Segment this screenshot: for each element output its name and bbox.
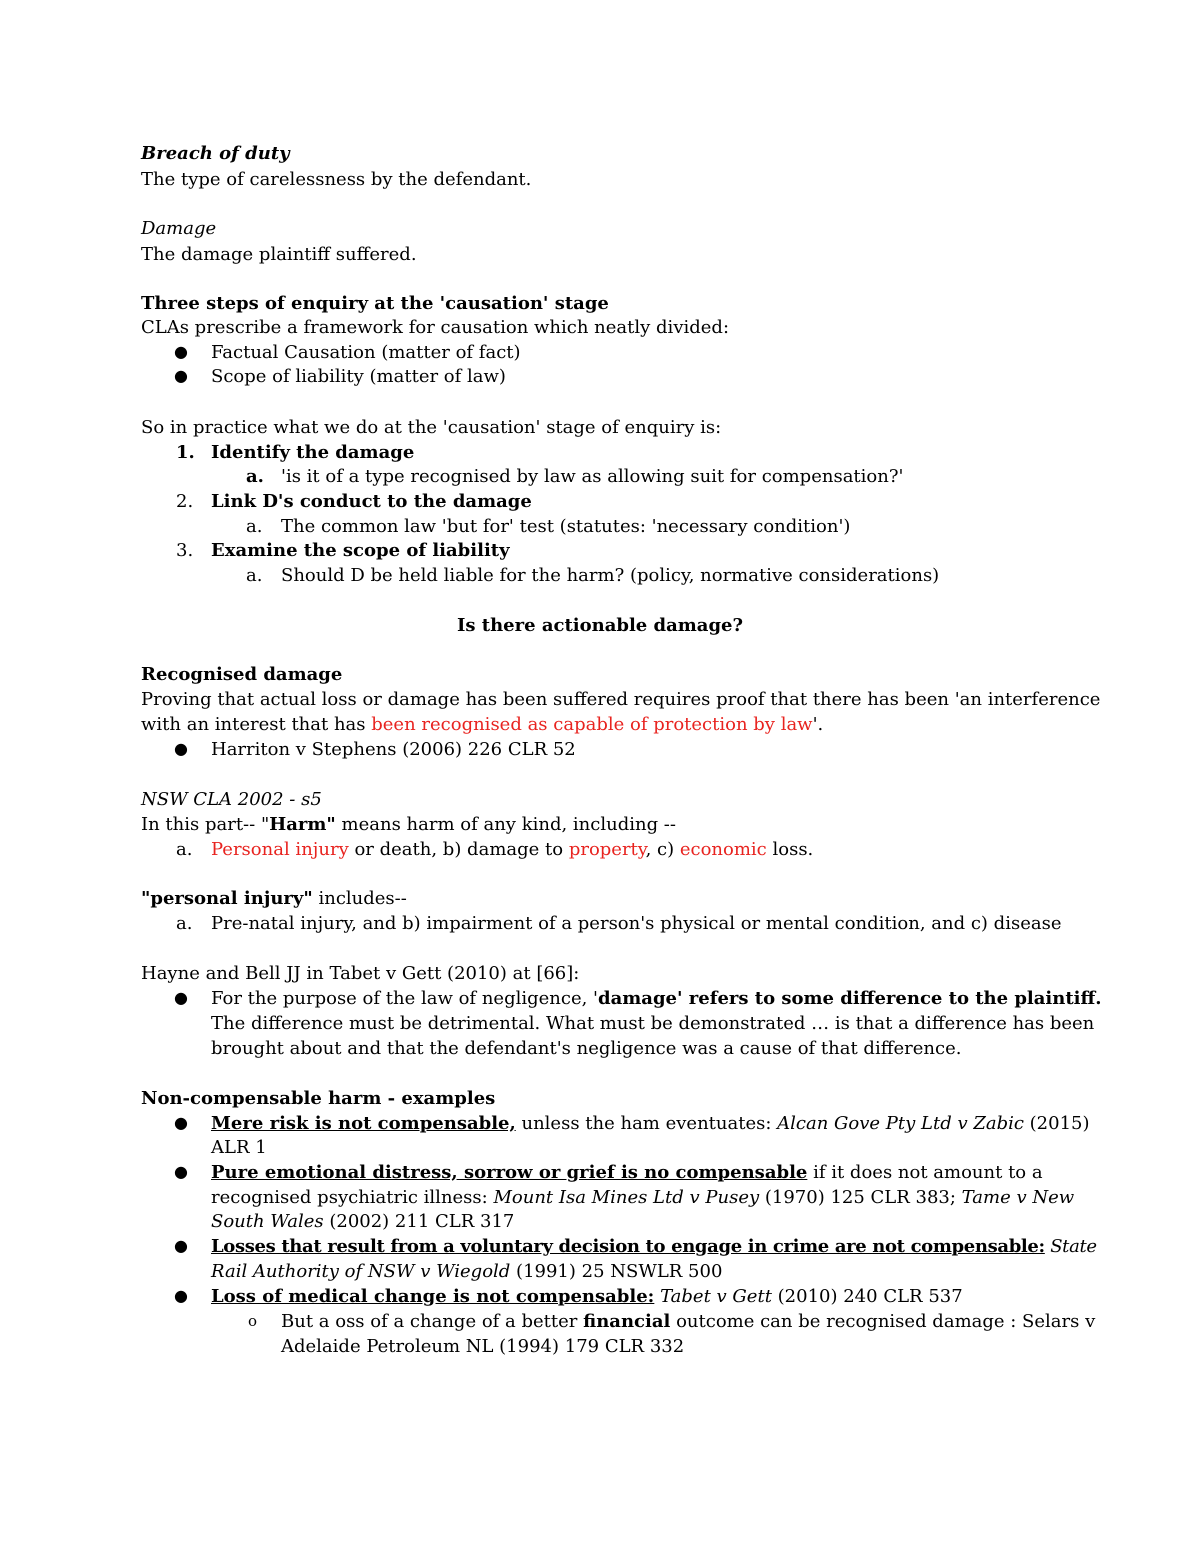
highlighted-text: property: [568, 839, 646, 860]
bullet-disc-icon: ●: [174, 342, 188, 361]
breach-description: The type of carelessness by the defendant.: [141, 169, 532, 190]
example-line: [211, 1235, 1097, 1259]
quote-line: brought about and that the defendant's negligence was a cause of that difference.: [211, 1038, 962, 1059]
case-name: South Wales: [211, 1211, 324, 1232]
step-number: 2.: [176, 491, 194, 512]
text-run: outcome can be recognised damage : Selars v: [670, 1311, 1096, 1332]
highlighted-text: Personal injury: [211, 839, 349, 860]
emphasis-text: financial: [583, 1311, 671, 1332]
step-number: 1.: [176, 442, 195, 463]
step-sub-letter: a.: [246, 565, 263, 586]
damage-description: The damage plaintiff suffered.: [141, 244, 417, 265]
item-letter: a.: [176, 839, 193, 860]
text-run: or death, b) damage to: [348, 839, 569, 860]
case-name: Tame v New: [961, 1187, 1075, 1208]
hayne-bell-intro: Hayne and Bell JJ in Tabet v Gett (2010) at [66]:: [141, 963, 580, 984]
case-name: Rail Authority of NSW v Wiegold: [211, 1261, 511, 1282]
step-label: Examine the scope of liability: [211, 540, 510, 561]
defined-term: "personal injury": [141, 888, 313, 909]
text-run: For the purpose of the law of negligence, ': [211, 988, 598, 1009]
practice-intro: So in practice what we do at the 'causation' stage of enquiry is:: [141, 417, 722, 438]
step-sub-letter: a.: [246, 466, 264, 487]
example-line: [211, 1186, 1074, 1210]
heading-breach-of-duty: Breach of duty: [141, 143, 290, 164]
text-run: , c): [645, 839, 680, 860]
bullet-disc-icon: ●: [174, 1286, 188, 1305]
heading-nsw-cla: NSW CLA 2002 - s5: [141, 789, 322, 810]
heading-three-steps: Three steps of enquiry at the 'causation' stage: [141, 293, 609, 314]
example-line: [211, 1260, 722, 1284]
sub-example-line: Adelaide Petroleum NL (1994) 179 CLR 332: [281, 1336, 685, 1357]
case-name: State: [1044, 1236, 1097, 1257]
step-sub-text: 'is it of a type recognised by law as allowing suit for compensation?': [281, 466, 904, 487]
step-sub-text: Should D be held liable for the harm? (policy, normative considerations): [281, 565, 940, 586]
harm-kinds: [211, 838, 813, 862]
personal-injury-kinds: Pre-natal injury, and b) impairment of a person's physical or mental condition, and c) disease: [211, 913, 1062, 934]
text-run: (2015): [1023, 1113, 1090, 1134]
bullet-disc-icon: ●: [174, 739, 188, 758]
example-line: [211, 1285, 963, 1309]
quote-line: The difference must be detrimental. What must be demonstrated … is that a difference has been: [211, 1013, 1095, 1034]
causation-framework-intro: CLAs prescribe a framework for causation which neatly divided:: [141, 317, 730, 338]
heading-non-compensable-harm: Non-compensable harm - examples: [141, 1088, 496, 1109]
harm-definition: [141, 813, 676, 837]
step-number: 3.: [176, 540, 194, 561]
bullet-disc-icon: ●: [174, 1236, 188, 1255]
case-name: Mount Isa Mines Ltd v Pusey: [493, 1187, 760, 1208]
step-label: Identify the damage: [211, 442, 415, 463]
text-run: unless the ham eventuates:: [515, 1113, 778, 1134]
bullet-circle-icon: o: [248, 1312, 258, 1330]
example-line: [211, 1161, 1043, 1185]
step-sub-letter: a.: [246, 516, 263, 537]
heading-recognised-damage: Recognised damage: [141, 664, 343, 685]
example-line: [211, 1210, 514, 1234]
bullet-disc-icon: ●: [174, 1113, 188, 1132]
personal-injury-definition: [141, 887, 407, 911]
text-run: loss.: [766, 839, 814, 860]
case-citation: Harriton v Stephens (2006) 226 CLR 52: [211, 739, 576, 760]
highlighted-text: been recognised as capable of protection by law: [371, 714, 813, 735]
text-run: In this part-- ": [141, 814, 270, 835]
text-run: '.: [812, 714, 824, 735]
defined-term: Harm": [269, 814, 336, 835]
quote-line: [211, 987, 1102, 1011]
list-item: Scope of liability (matter of law): [211, 366, 506, 387]
heading-damage: Damage: [141, 218, 217, 239]
text-run: But a oss of a change of a better: [281, 1311, 584, 1332]
bullet-disc-icon: ●: [174, 988, 188, 1007]
sub-example-line: [281, 1310, 1095, 1334]
text-run: (2002) 211 CLR 317: [323, 1211, 515, 1232]
example-rule: Losses that result from a voluntary decision to engage in crime are not compensable:: [211, 1236, 1045, 1257]
case-name: Tabet v Gett: [654, 1286, 772, 1307]
emphasis-text: damage' refers to some difference to the plaintiff.: [598, 988, 1102, 1009]
text-run: includes--: [312, 888, 407, 909]
item-letter: a.: [176, 913, 193, 934]
bullet-disc-icon: ●: [174, 1162, 188, 1181]
highlighted-text: economic: [679, 839, 767, 860]
list-item: Factual Causation (matter of fact): [211, 342, 521, 363]
step-label: Link D's conduct to the damage: [211, 491, 532, 512]
bullet-disc-icon: ●: [174, 366, 188, 385]
recognised-text-line: [141, 713, 823, 737]
text-run: with an interest that has: [141, 714, 372, 735]
example-rule: Loss of medical change is not compensable:: [211, 1286, 655, 1307]
recognised-text-line: Proving that actual loss or damage has been suffered requires proof that there has been 'an interference: [141, 689, 1101, 710]
case-name: Alcan Gove Pty Ltd v Zabic: [777, 1113, 1024, 1134]
text-run: means harm of any kind, including --: [335, 814, 676, 835]
text-run: (2010) 240 CLR 537: [771, 1286, 963, 1307]
example-rule: Pure emotional distress, sorrow or grief is no compensable: [211, 1162, 808, 1183]
example-line: [211, 1112, 1090, 1136]
text-run: (1970) 125 CLR 383;: [759, 1187, 962, 1208]
section-title-actionable-damage: Is there actionable damage?: [456, 615, 744, 636]
example-line: ALR 1: [211, 1137, 267, 1158]
example-rule: Mere risk is not compensable,: [211, 1113, 516, 1134]
step-sub-text: The common law 'but for' test (statutes: 'necessary condition'): [281, 516, 851, 537]
text-run: (1991) 25 NSWLR 500: [510, 1261, 723, 1282]
text-run: recognised psychiatric illness:: [211, 1187, 494, 1208]
text-run: if it does not amount to a: [807, 1162, 1043, 1183]
